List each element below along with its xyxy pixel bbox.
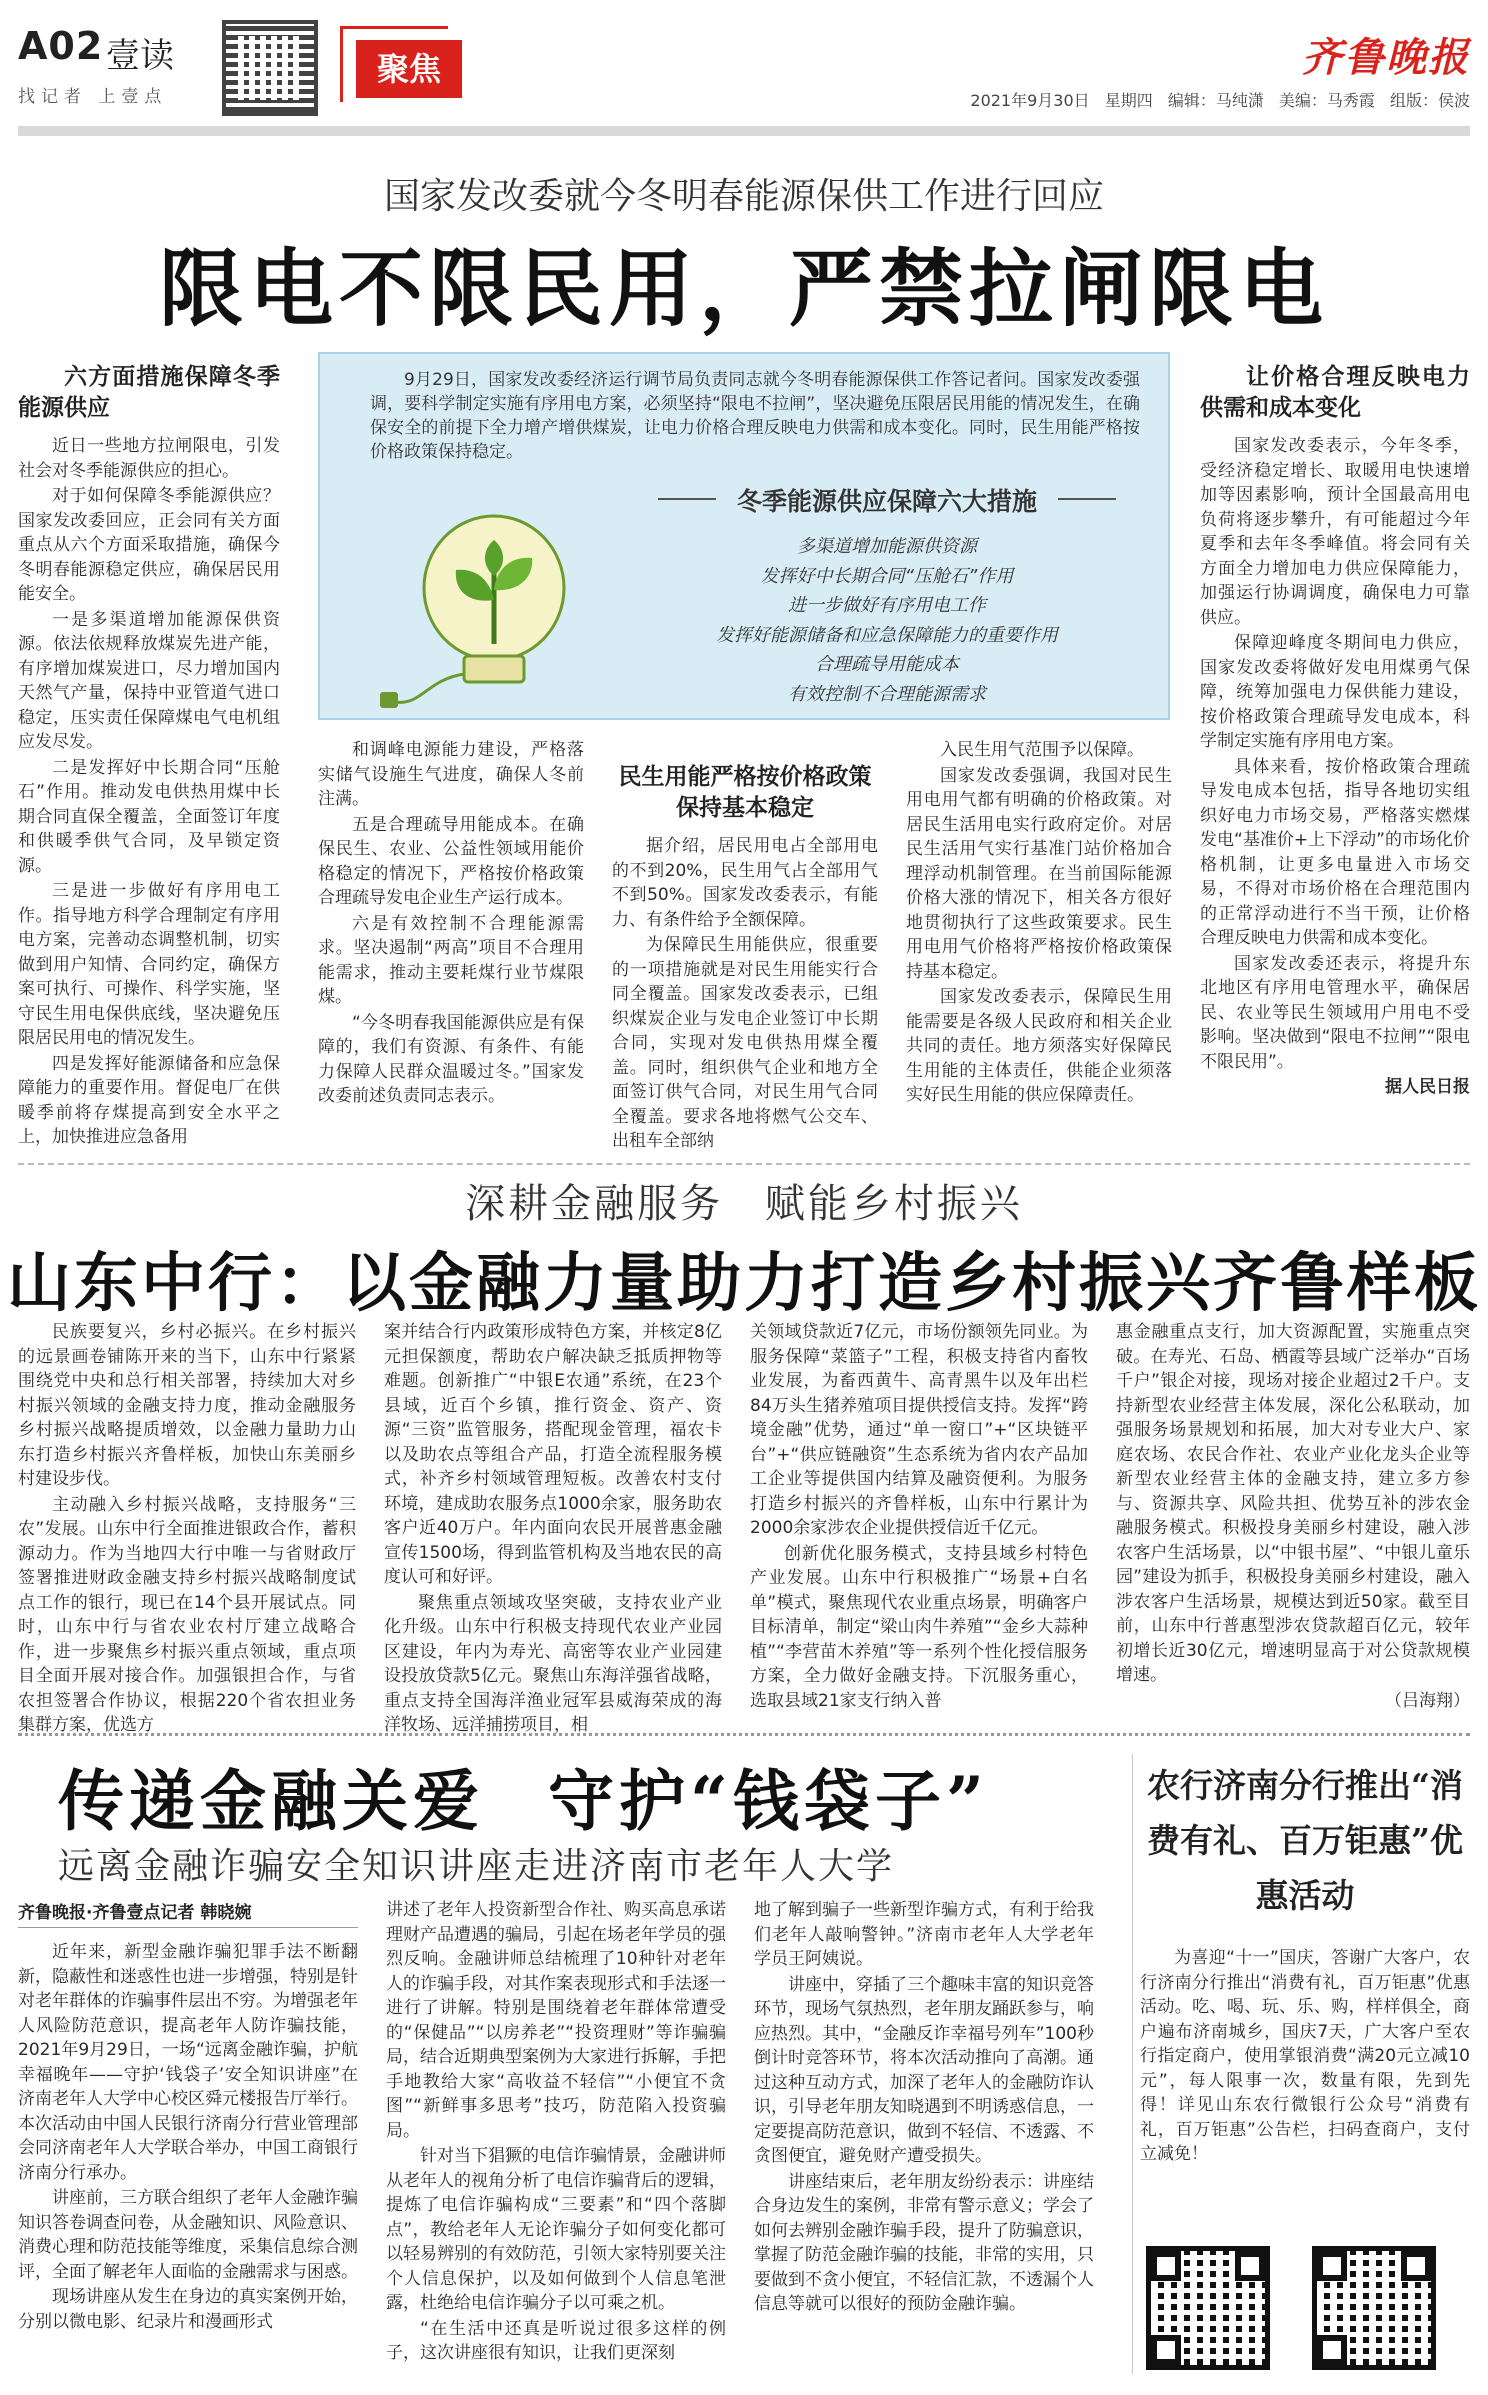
paragraph: 对于如何保障冬季能源供应？国家发改委回应，正会同有关方面重点从六个方面采取措施，确保今冬明春能源稳定供应，确保居民用能安全。 xyxy=(18,486,280,604)
paragraph: 近日一些地方拉闸限电，引发社会对冬季能源供应的担心。 xyxy=(18,436,280,481)
story1-right-column xyxy=(1200,360,1470,1101)
energy-measures-box xyxy=(318,352,1170,720)
source-credit: 据人民日报 xyxy=(1385,1077,1470,1097)
list-item: 有效控制不合理能源需求 xyxy=(788,683,986,705)
story1-left-subhead: 六方面措施保障冬季能源供应 xyxy=(18,364,280,421)
story1-column-2 xyxy=(318,738,584,1110)
paragraph: 案并结合行内政策形成特色方案，并核定8亿元担保额度，帮助农户解决缺乏抵质押物等难题。创新推广“中银E农通”系统，在23个县域，近百个乡镇，推行资金、资产、资源“三资”监管服务，搭配现金管理，福农卡以及助农点等组合产品，打造全流程服务模式，补齐乡村领域管理短板。改善农村支付环境，建成助农服务点1000余家，服务助农客户近40万户。年内面向农民开展普惠金融宣传1500场，得到监管机构及当地农民的高度认可和好评。 xyxy=(384,1322,722,1587)
story1-left-column xyxy=(18,360,280,1151)
paragraph: 关领域贷款近7亿元，市场份额领先同业。为服务保障“菜篮子”工程，积极支持省内畜牧业发展，为畜西黄牛、高青黑牛以及年出栏84万头生猪养殖项目提供授信支持。发挥“跨境金融”优势，通过“单一窗口”+“区块链平台”+“供应链融资”生态系统为省内农产品加工企业等提供国内结算及融资便利。为服务打造乡村振兴的齐鲁样板，山东中行累计为2000余家涉农企业提供授信近千亿元。 xyxy=(750,1322,1088,1538)
story3-column-2 xyxy=(386,1898,726,2367)
paragraph: 和调峰电源能力建设，严格落实储气设施生气进度，确保人冬前注满。 xyxy=(318,740,584,809)
story1-column-3 xyxy=(612,760,878,1155)
tagline: 找记者 上壹点 xyxy=(18,87,168,107)
paragraph: “今冬明春我国能源供应是有保障的，我们有资源、有条件、有能力保障人民群众温暖过冬。”国家发改委前述负责同志表示。 xyxy=(318,1012,584,1106)
story1-right-subhead: 让价格合理反映电力供需和成本变化 xyxy=(1200,364,1470,421)
list-item: 多渠道增加能源供资源 xyxy=(797,536,977,557)
story2-column-2 xyxy=(384,1320,722,1739)
paragraph: 地了解到骗子一些新型诈骗方式，有利于给我们老年人敲响警钟。”济南市老年人大学老年学员王阿姨说。 xyxy=(754,1900,1094,1969)
paragraph: 现场讲座从发生在身边的真实案例开始，分别以微电影、纪录片和漫画形式 xyxy=(18,2287,358,2332)
paragraph: 讲座结束后，老年朋友纷纷表示：讲座结合身边发生的案例，非常有警示意义；学会了如何去辨别金融诈骗手段，提升了防骗意识，掌握了防范金融诈骗的技能，非常的实用，只要做到不贪小便宜，不轻信汇款，不透漏个人信息等就可以很好的预防金融诈骗。 xyxy=(754,2171,1094,2314)
story-divider xyxy=(18,1733,1470,1736)
header-rule xyxy=(18,126,1470,136)
list-item: 发挥好能源储备和应急保障能力的重要作用 xyxy=(716,624,1058,646)
story2-column-4 xyxy=(1116,1320,1470,1714)
section-name: 壹读 xyxy=(106,36,174,76)
paragraph: 国家发改委还表示，将提升东北地区有序用电管理水平，确保居民、农业等民生领域用户用电不受影响。坚决做到“限电不拉闸”“限电不限民用”。 xyxy=(1200,953,1470,1072)
paragraph: 为保障民生用能供应，很重要的一项措施就是对民生用能实行合同全覆盖。国家发改委表示，已组织煤炭企业与发电企业签订中长期合同，实现对发电供热用煤全覆盖。同时，组织供气企业和地方全面签订供气合同，对民生用气合同全覆盖。要求各地将燃气公交车、出租车全部纳 xyxy=(612,935,878,1151)
byline: 齐鲁晚报·齐鲁壹点记者 韩晓婉 xyxy=(18,1898,358,1928)
box-intro: 9月29日，国家发改委经济运行调节局负责同志就今冬明春能源保供工作答记者问。国家发改委强调，要科学制定实施有序用电方案，必须坚持“限电不拉闸”，坚决避免压限居民用能的情况发生，在确保安全的前提下全力增产增供煤炭，让电力价格合理反映电力供需和成本变化。同时，民生用能严格按价格政策保持稳定。 xyxy=(370,370,1140,462)
paragraph: 讲述了老年人投资新型合作社、购买高息承诺理财产品遭遇的骗局，引起在场老年学员的强烈反响。金融讲师总结梳理了10种针对老年人的诈骗手段，对其作案表现形式和手法逐一进行了讲解。特别是围绕着老年群体常遭受的“保健品”“以房养老”“投资理财”等诈骗骗局，结合近期典型案例为大家进行拆解，手把手地教给大家“高收益不轻信”“小便宜不贪图”“新鲜事多思考”技巧，防范陷入投资骗局。 xyxy=(386,1900,726,2141)
paragraph: 六是有效控制不合理能源需求。坚决遏制“两高”项目不合理用能需求，推动主要耗煤行业节煤限煤。 xyxy=(318,913,584,1007)
list-item: 进一步做好有序用电工作 xyxy=(788,595,986,616)
paragraph: 讲座前，三方联合组织了老年人金融诈骗知识答卷调查问卷，从金融知识、风险意识、消费心理和防范技能等维度，采集信息综合测评，全面了解老年人面临的金融需求与困惑。 xyxy=(18,2188,358,2282)
masthead xyxy=(18,20,1470,138)
paragraph: 为喜迎“十一”国庆，答谢广大客户，农行济南分行推出“消费有礼，百万钜惠”优惠活动。吃、喝、玩、乐、购，样样俱全，商户遍布济南城乡，国庆7天，广大客户至农行指定商户，使用掌银消费“满20元立减10元”，每人限事一次，数量有限，先到先得！详见山东农行微银行公众号“消费有礼，百万钜惠”公告栏，扫码查商户，支付立减免！ xyxy=(1140,1948,1470,2164)
paragraph: 国家发改委表示，今年冬季，受经济稳定增长、取暖用电快速增加等因素影响，预计全国最高用电负荷将逐步攀升，有可能超过今年夏季和去年冬季峰值。将会同有关方面全力增加电力供应保障能力，加强运行协调调度，确保电力可靠供应。 xyxy=(1200,436,1470,628)
promo-title: 农行济南分行推出“消费有礼、百万钜惠”优惠活动 xyxy=(1147,1766,1463,1915)
story2-subtitle: 深耕金融服务 赋能乡村振兴 xyxy=(465,1181,1023,1227)
story1-headline: 限电不限民用，严禁拉闸限电 xyxy=(158,239,1329,338)
qr-code-icon[interactable] xyxy=(1312,2246,1436,2370)
story3-headline: 传递金融关爱 守护“钱袋子” xyxy=(58,1762,989,1840)
story1-subtitle: 国家发改委就今冬明春能源保供工作进行回应 xyxy=(383,176,1104,217)
newspaper-logo: 齐鲁晚报 xyxy=(1302,34,1470,81)
paragraph: 惠金融重点支行，加大资源配置，实施重点突破。在寿光、石岛、栖霞等县域广泛举办“百场千户”银企对接，现场对接企业超过2千户。支持新型农业经营主体发展，深化公私联动，加强服务场景规划和拓展，加大对专业大户、家庭农场、农民合作社、农业产业化龙头企业等新型农业经营主体的金融支持，建立多方参与、资源共享、风险共担、优势互补的涉农金融服务模式。积极投身美丽乡村建设，融入涉农客户生活场景，以“中银书屋”、“中银儿童乐园”建设为抓手，积极投身美丽乡村建设，融入涉农客户生活场景，规模达到近50家。截至目前，山东中行普惠型涉农贷款超百亿元，较年初增长近30亿元，增速明显高于对公贷款规模增速。 xyxy=(1116,1322,1470,1685)
paragraph: 据介绍，居民用电占全部用电的不到20%，民生用气占全部用气不到50%。国家发改委表示，有能力、有条件给予全额保障。 xyxy=(612,836,878,930)
paragraph: 近年来，新型金融诈骗犯罪手法不断翻新，隐蔽性和迷惑性也进一步增强，特别是针对老年群体的诈骗事件层出不穷。为增强老年人风险防范意识，提高老年人防诈骗技能，2021年9月29日，一场“远离金融诈骗，护航幸福晚年——守护‘钱袋子’安全知识讲座”在济南老年人大学中心校区舜元楼报告厅举行。本次活动由中国人民银行济南分行营业管理部会同济南老年人大学联合举办，中国工商银行济南分行承办。 xyxy=(18,1942,358,2183)
paragraph: 具体来看，按价格政策合理疏导发电成本包括，指导各地切实组织好电力市场交易，严格落实燃煤发电“基准价+上下浮动”的市场化价格机制，让更多电量进入市场交易，不得对市场价格在合理范围内的正常浮动进行不当干预，让价格合理反映电力供需和成本变化。 xyxy=(1200,756,1470,948)
list-item: 发挥好中长期合同“压舱石”作用 xyxy=(760,565,1014,587)
lightbulb-plant-icon xyxy=(376,504,596,714)
paragraph: 创新优化服务模式，支持县域乡村特色产业发展。山东中行积极推广“场景+白名单”模式，聚焦现代农业重点场景，明确客户目标清单，制定“梁山肉牛养殖”“金乡大蒜种植”“李营苗木养殖”等一系列个性化授信服务方案，全力做好金融支持。下沉服务重心，选取县域21家支行纳入普 xyxy=(750,1543,1088,1711)
paragraph: 针对当下猖獗的电信诈骗情景，金融讲师从老年人的视角分析了电信诈骗背后的逻辑，提炼了电信诈骗构成“三要素”和“四个落脚点”，教给老年人无论诈骗分子如何变化都可以轻易辨别的有效防范，引领大家特别要关注个人信息保护，以及如何做到个人信息笔泄露，杜绝给电信诈骗分子以可乘之机。 xyxy=(386,2146,726,2313)
column-rule xyxy=(1132,1754,1133,2374)
focus-badge: 聚焦 xyxy=(356,40,462,98)
promo-body xyxy=(1140,1946,1470,2168)
story1-middle-subhead: 民生用能严格按价格政策保持基本稳定 xyxy=(618,764,872,821)
paragraph: 三是进一步做好有序用电工作。指导地方科学合理制定有序用电方案，完善动态调整机制，切实做到用户知情、合同约定，确保方案可执行、可操作、科学实施，坚守民生用电保供底线，坚决避免压限居民用电的情况发生。 xyxy=(18,881,280,1048)
story2-headline: 山东中行：以金融力量助力打造乡村振兴齐鲁样板 xyxy=(7,1246,1481,1321)
paragraph: 一是多渠道增加能源保供资源。依法依规释放煤炭先进产能，有序增加煤炭进口，尽力增加国内天然气产量，保持中亚管道气进口稳定，压实责任保障煤电气电机组应发尽发。 xyxy=(18,609,280,752)
paragraph: 国家发改委强调，我国对民生用电用气都有明确的价格政策。对居民生活用电实行政府定价。对居民生活用气实行基准门站价格加合理浮动机制管理。在当前国际能源价格大涨的情况下，相关各方很好地贯彻执行了这些政策要求。民生用电用气价格将严格按价格政策保持基本稳定。 xyxy=(906,765,1172,982)
paragraph: 五是合理疏导用能成本。在确保民生、农业、公益性领域用能价格稳定的情况下，严格按价格政策合理疏导发电企业生产运行成本。 xyxy=(318,814,584,908)
masthead-qr-code-icon[interactable] xyxy=(222,20,318,116)
paragraph: 讲座中，穿插了三个趣味丰富的知识竞答环节，现场气氛热烈，老年朋友踊跃参与，响应热烈。其中，“金融反诈幸福号列车”100秒倒计时竞答环节，将本次活动推向了高潮。通过这种互动方式，加深了老年人的金融防诈认识，引导老年朋友知晓遇到不明诱惑信息，一定要提高防范意识，做到不轻信、不透露、不贪图便宜，避免财产遭受损失。 xyxy=(754,1974,1094,2166)
paragraph: 民族要复兴，乡村必振兴。在乡村振兴的远景画卷铺陈开来的当下，山东中行紧紧围绕党中央和总行相关部署，持续加大对乡村振兴领域的金融支持力度，推动金融服务乡村振兴战略提质增效，以金融力量助力山东打造乡村振兴齐鲁样板，加快山东美丽乡村建设步伐。 xyxy=(18,1322,356,1489)
story-divider xyxy=(18,1163,1470,1165)
paragraph: 入民生用气范围予以保障。 xyxy=(940,740,1144,760)
author-signature: （吕海翔） xyxy=(1385,1690,1470,1711)
story3-column-3 xyxy=(754,1898,1094,2318)
issue-info: 2021年9月30日 星期四 编辑：马纯潇 美编：马秀霞 组版：侯波 xyxy=(970,91,1470,110)
paragraph: 四是发挥好能源储备和应急保障能力的重要作用。督促电厂在供暖季前将存煤提高到安全水平之上，加快推进应急备用 xyxy=(18,1053,280,1147)
box-title: 冬季能源供应保障六大措施 xyxy=(638,482,1136,518)
list-item: 合理疏导用能成本 xyxy=(815,654,959,675)
story2-column-1 xyxy=(18,1320,356,1739)
paragraph: 聚焦重点领域攻坚突破，支持农业产业化升级。山东中行积极支持现代农业产业园区建设，年内为寿光、高密等农业产业园建设投放贷款5亿元。聚焦山东海洋强省战略，重点支持全国海洋渔业冠军县威海荣成的海洋牧场、远洋捕捞项目，相 xyxy=(384,1592,722,1735)
paragraph: 二是发挥好中长期合同“压舱石”作用。推动发电供热用煤中长期合同直保全覆盖，全面签订年度和供暖季供气合同，及早锁定资源。 xyxy=(18,757,280,876)
story3-subtitle: 远离金融诈骗安全知识讲座走进济南市老年人大学 xyxy=(58,1846,895,1887)
measures-list xyxy=(638,532,1136,709)
paragraph: 保障迎峰度冬期间电力供应，国家发改委将做好发电用煤勇气保障，统筹加强电力保供能力建设，按价格政策合理疏导发电成本，科学制定实施有序用电方案。 xyxy=(1200,633,1470,751)
paragraph: 国家发改委表示，保障民生用能需要是各级人民政府和相关企业共同的责任。地方须落实好保障民生用能的主体责任，供能企业须落实好民生用能的供应保障责任。 xyxy=(906,987,1172,1105)
page-number: A02 xyxy=(18,24,104,68)
story2-column-3 xyxy=(750,1320,1088,1714)
qr-code-icon[interactable] xyxy=(1146,2246,1270,2370)
story3-column-1 xyxy=(18,1940,358,2335)
paragraph: 主动融入乡村振兴战略，支持服务“三农”发展。山东中行全面推进银政合作，蓄积源动力。作为当地四大行中唯一与省财政厅签署推进财政金融支持乡村振兴战略制度试点工作的银行，现已在14个县开展试点。同时，山东中行与省农业农村厅建立战略合作，进一步聚焦乡村振兴重点领域，重点项目全面开展对接合作。加强银担合作，与省农担签署合作协议，根据220个省农担业务集群方案，优选方 xyxy=(18,1494,356,1735)
story1-column-4 xyxy=(906,738,1172,1109)
paragraph: “在生活中还真是听说过很多这样的例子，这次讲座很有知识，让我们更深刻 xyxy=(386,2318,726,2363)
